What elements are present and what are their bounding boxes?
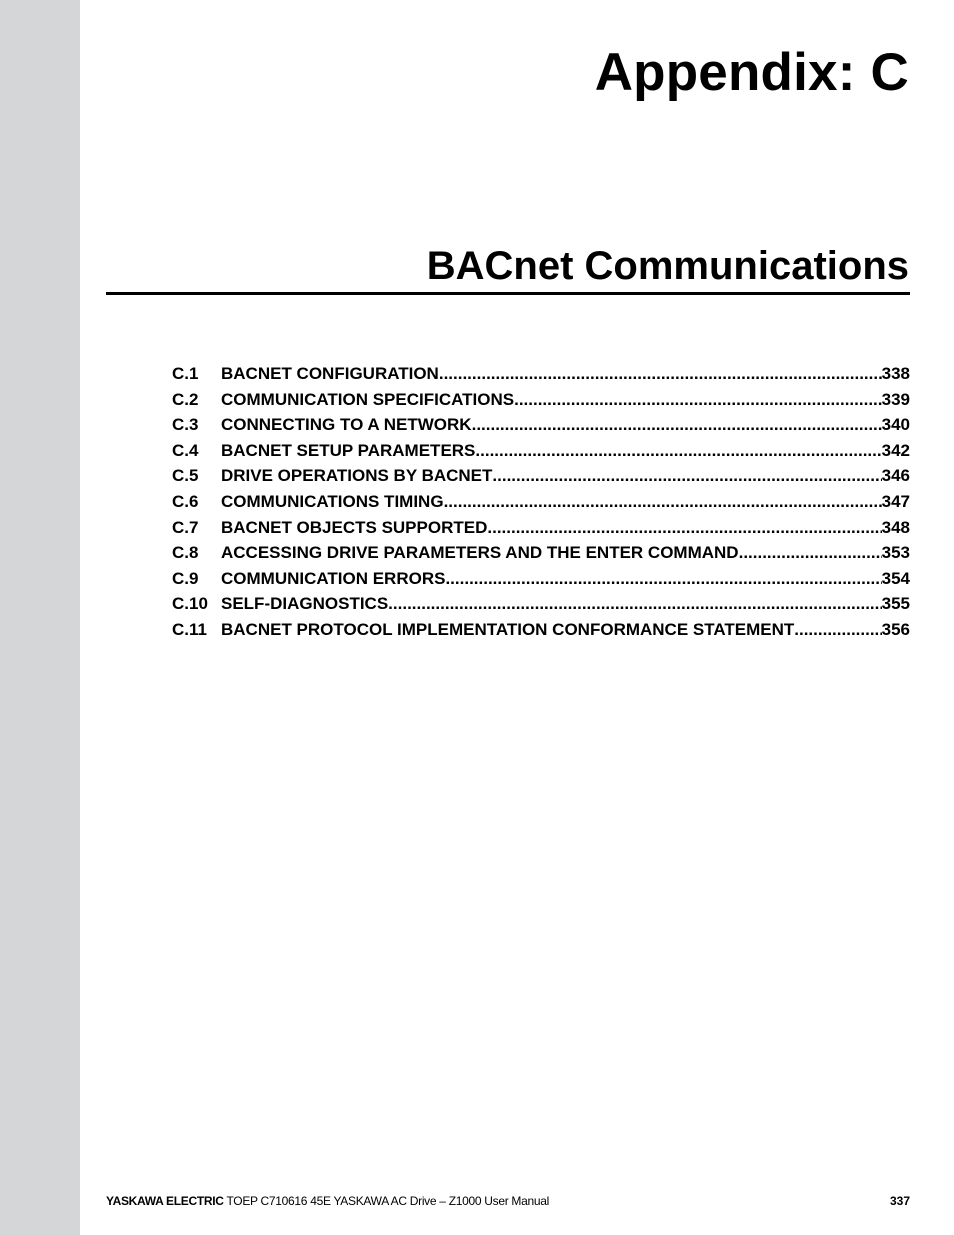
toc-section-number: C.1: [172, 364, 199, 383]
toc-dot-leader: [439, 364, 882, 384]
toc-dot-leader: [492, 466, 881, 486]
toc-page-number: 347: [881, 491, 910, 511]
toc-entry-c4[interactable]: [172, 441, 910, 467]
toc-page-number: 355: [881, 594, 910, 614]
toc-page-number: 356: [881, 619, 910, 639]
toc-section-number: C.3: [172, 415, 199, 435]
toc-section-title: ACCESSING DRIVE PARAMETERS AND THE ENTER COMMAND: [221, 543, 739, 563]
toc-section-title: BACNET PROTOCOL IMPLEMENTATION CONFORMANCE STATEMENT: [221, 619, 795, 639]
toc-dot-leader: [472, 415, 882, 435]
toc-section-number: C.8: [172, 543, 199, 563]
toc-section-title: DRIVE OPERATIONS BY BACNET: [221, 466, 493, 486]
toc-section-number: C.5: [172, 466, 199, 486]
toc-section-title: BACNET CONFIGURATION: [221, 364, 439, 383]
toc-section-number: C.10: [172, 594, 208, 614]
toc-dot-leader: [794, 620, 881, 640]
toc-entry-c1[interactable]: [172, 364, 910, 390]
toc-entry-c6[interactable]: [172, 492, 910, 518]
toc-page-number: 353: [881, 543, 910, 563]
toc-page-number: 346: [881, 466, 910, 486]
toc-section-number: C.2: [172, 389, 199, 409]
toc-entry-c8[interactable]: [172, 543, 910, 569]
toc-section-title: BACNET OBJECTS SUPPORTED: [221, 517, 488, 537]
toc-page-number: 348: [881, 517, 910, 537]
side-band: [0, 0, 80, 1235]
toc-page-number: 340: [881, 415, 910, 435]
toc-dot-leader: [444, 492, 882, 512]
toc-dot-leader: [739, 543, 882, 563]
toc-dot-leader: [514, 390, 882, 410]
toc-section-title: COMMUNICATION ERRORS: [221, 568, 446, 588]
toc-entry-c2[interactable]: [172, 390, 910, 416]
toc-page-number: 354: [881, 568, 910, 588]
toc-entry-c9[interactable]: [172, 569, 910, 595]
title-rule: [106, 292, 910, 295]
toc-page-number: 339: [881, 389, 910, 409]
toc-dot-leader: [445, 569, 881, 589]
toc-section-title: SELF-DIAGNOSTICS: [221, 594, 389, 614]
toc-section-number: C.9: [172, 568, 199, 588]
chapter-title: BACnet Communications: [426, 244, 909, 288]
footer-manual-title: TOEP C710616 45E YASKAWA AC Drive – Z1000 User Manual: [223, 1194, 549, 1208]
toc-section-title: CONNECTING TO A NETWORK: [221, 415, 472, 435]
toc-section-number: C.11: [172, 619, 207, 639]
toc-section-number: C.4: [172, 440, 199, 460]
toc-section-number: C.6: [172, 491, 199, 511]
toc-section-number: C.7: [172, 517, 199, 537]
toc-section-title: BACNET SETUP PARAMETERS: [221, 440, 476, 460]
table-of-contents: [172, 364, 910, 646]
toc-dot-leader: [475, 441, 881, 461]
toc-section-title: COMMUNICATIONS TIMING: [221, 491, 444, 511]
toc-entry-c7[interactable]: [172, 518, 910, 544]
toc-page-number: 342: [881, 440, 910, 460]
footer-brand: YASKAWA ELECTRIC: [106, 1194, 224, 1208]
toc-entry-c11[interactable]: [172, 620, 910, 646]
toc-entry-c10[interactable]: [172, 594, 910, 620]
page-footer: [106, 1194, 910, 1208]
footer-manual-info: [106, 1194, 549, 1208]
toc-entry-c5[interactable]: [172, 466, 910, 492]
appendix-title: Appendix: C: [594, 43, 909, 102]
toc-dot-leader: [388, 594, 881, 614]
toc-entry-c3[interactable]: [172, 415, 910, 441]
toc-section-title: COMMUNICATION SPECIFICATIONS: [221, 389, 515, 409]
toc-dot-leader: [487, 518, 881, 538]
toc-page-number: 338: [881, 364, 910, 383]
footer-page-number: 337: [889, 1194, 910, 1208]
